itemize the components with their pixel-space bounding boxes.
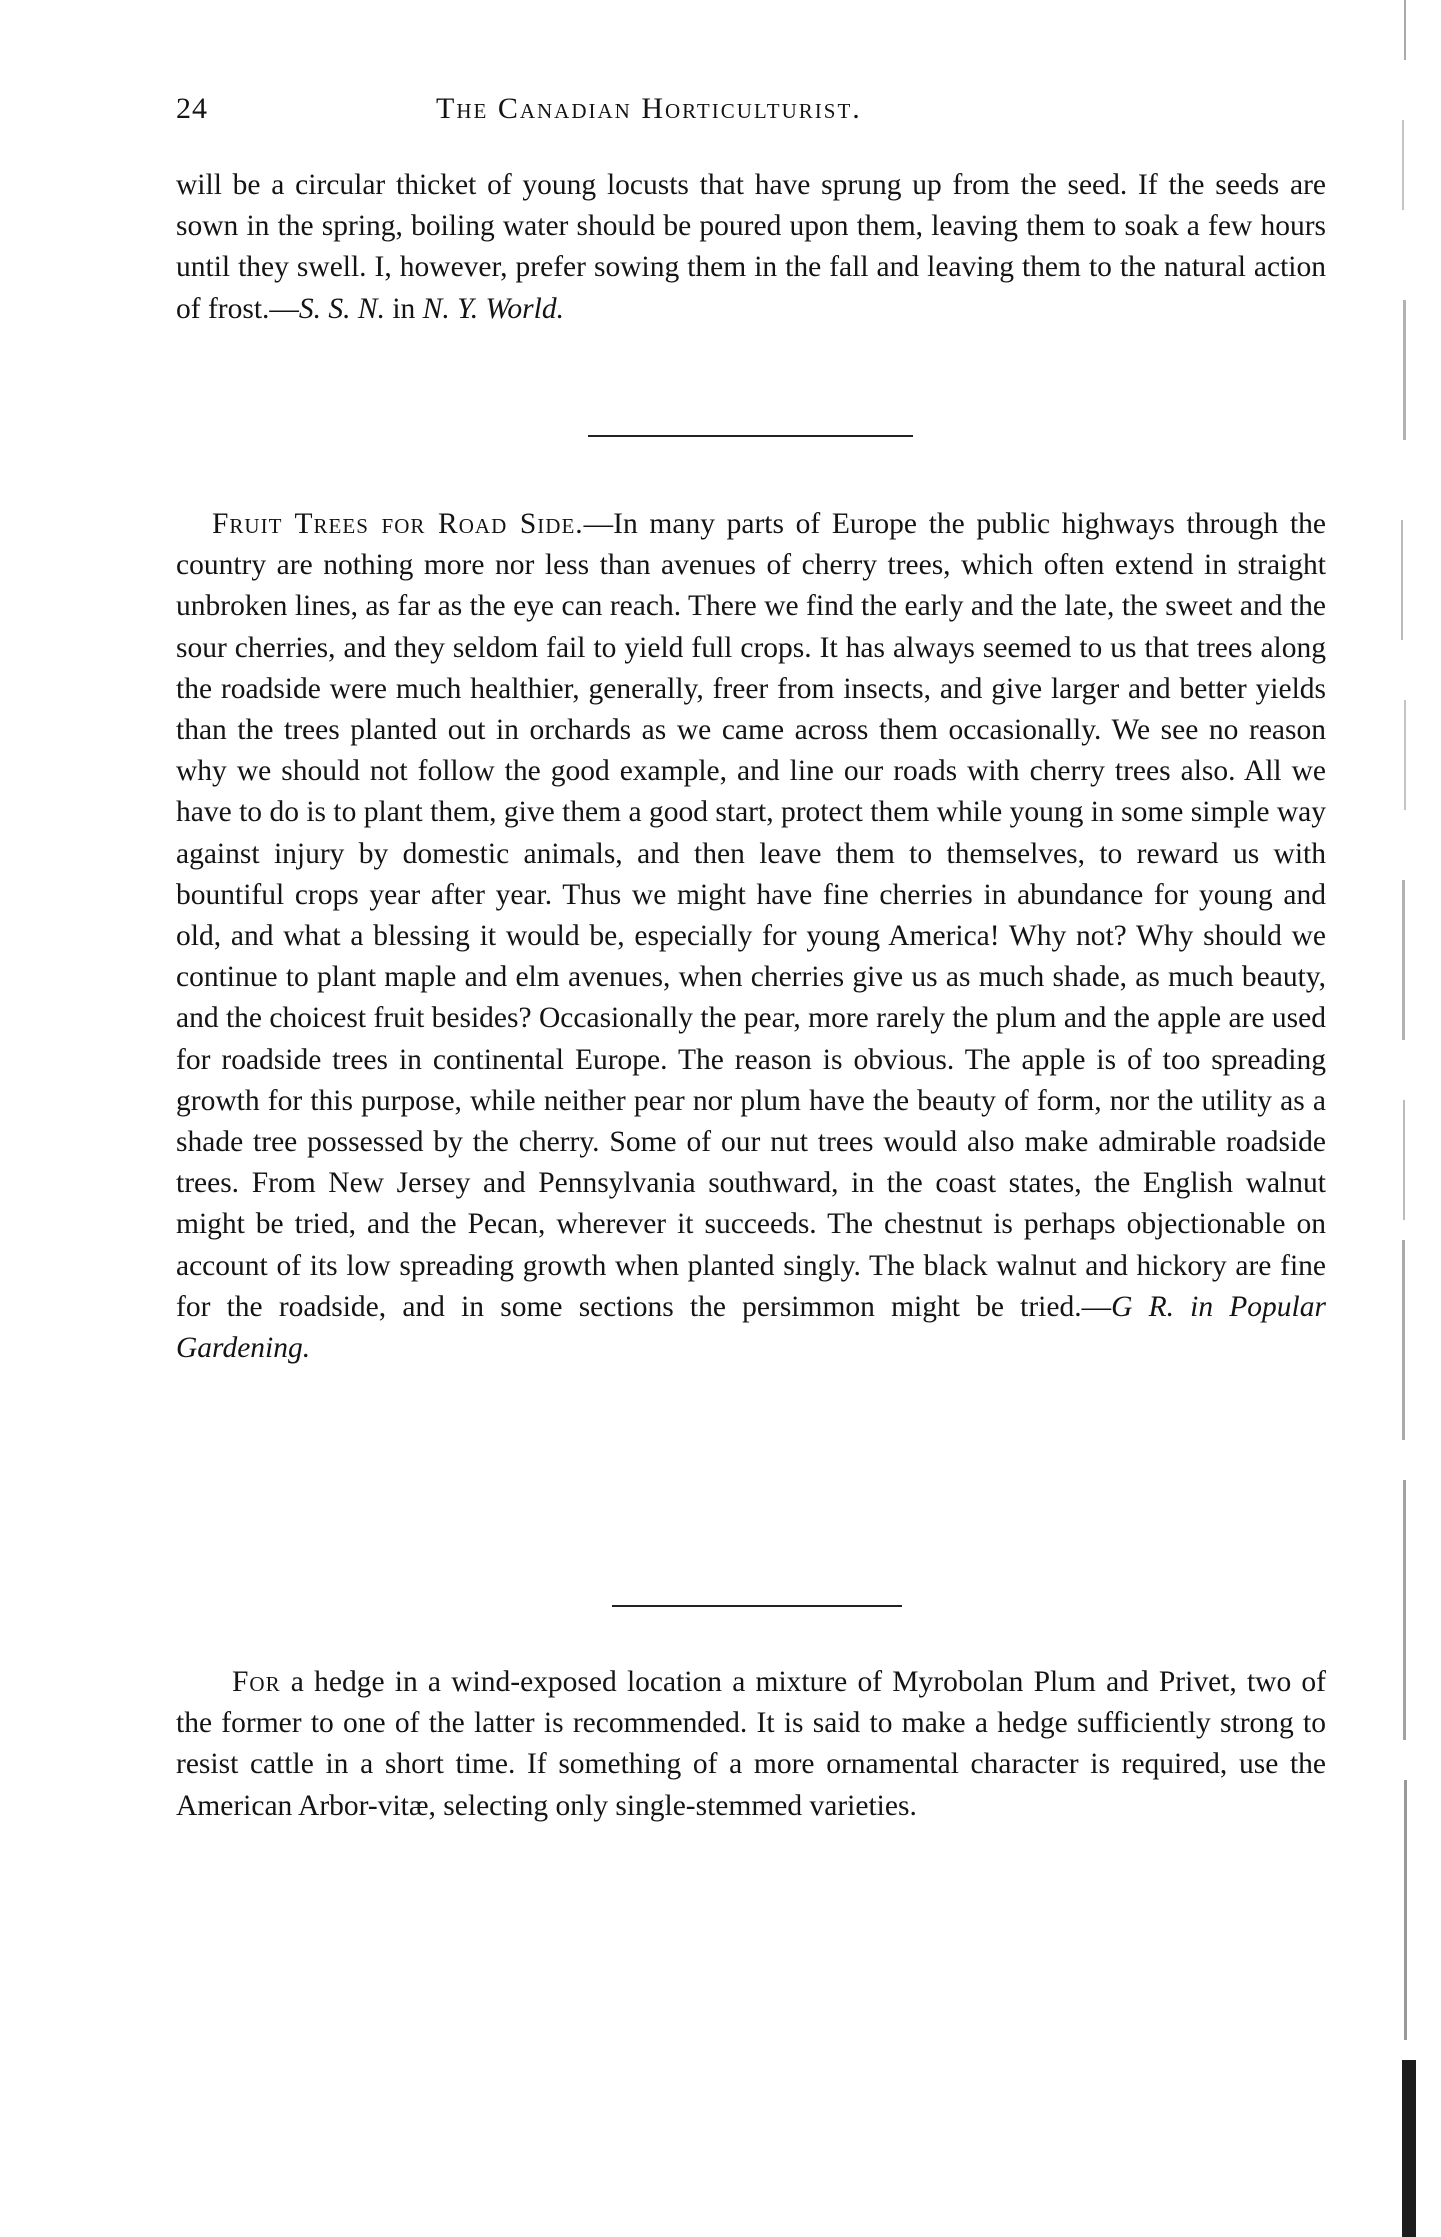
article-body: —In many parts of Europe the public highways through the country are nothing more nor less than avenues of cherry trees, which often extend in straight unbroken lines, as far as the eye can reach. There we find the early and the late, the sweet and the sour cherries, and they seldom fail to yield full crops. It has always seemed to us that trees along the roadside were much healthier, generally, freer from insects, and give larger and better yields than the trees planted out in orchards as we came across them occasionally. We see no reason why we should not follow the good example, and line our roads with cherry trees also. All we have to do is to plant them, give them a good start, protect them while young in some simple way against injury by domestic animals, and then leave them to themselves, to reward us with bountiful crops year after year. Thus we might have fine cherries in abundance for young and old, and what a blessing it would be, especially for young America! Why not? Why should we continue to plant maple and elm avenues, when cherries give us as much shade, as much beauty, and the choicest fruit besides? Occasionally the pear, more rarely the plum and the apple are used for roadside trees in continental Europe. The reason is obvious. The apple is of too spreading growth for this purpose, while neither pear nor plum have the beauty of form, nor the utility as a shade tree possessed by the cherry. Some of our nut trees would also make admirable roadside trees. From New Jersey and Pennsylvania southward, in the coast states, the English walnut might be tried, and the Pecan, wherever it succeeds. The chestnut is perhaps objectionable on account of its low spreading growth when planted singly. The black walnut and hickory are fine for the roadside, and in some sections the persimmon might be tried.— [176,508,1326,1323]
locust-seed-paragraph [176,165,1326,330]
paragraph-text: a hedge in a wind-exposed location a mixture of Myrobolan Plum and Privet, two of the former to one of the latter is recommended. It is said to make a hedge sufficiently strong to resist cattle in a short time. If something of a more ornamental character is required, use the American Arbor-vitæ, selecting only single-stemmed varieties. [176,1666,1326,1822]
attribution-author: S. S. N. [298,292,385,325]
section-divider [612,1605,902,1607]
article-heading: Fruit Trees for Road Side. [212,508,584,540]
section-divider [588,435,913,437]
attribution-source: N. Y. World. [422,292,564,325]
page-header [176,92,1326,132]
fruit-trees-article [176,504,1326,1369]
paragraph-lead-word: For [232,1666,281,1698]
paragraph-text: will be a circular thicket of young locusts that have sprung up from the seed. If the seeds are sown in the spring, boiling water should be poured upon them, leaving them to soak a few hours until they swell. I, however, prefer sowing them in the fall and leaving them to the natural action of frost.— [176,169,1326,325]
hedge-paragraph [176,1662,1326,1827]
attribution-connector: in [384,292,423,325]
article-attribution: G R. in Popular Gardening. [176,1290,1326,1365]
running-title: The Canadian Horticulturist. [436,92,862,125]
scan-edge-shadow [1378,0,1418,2237]
page-number: 24 [176,92,208,125]
